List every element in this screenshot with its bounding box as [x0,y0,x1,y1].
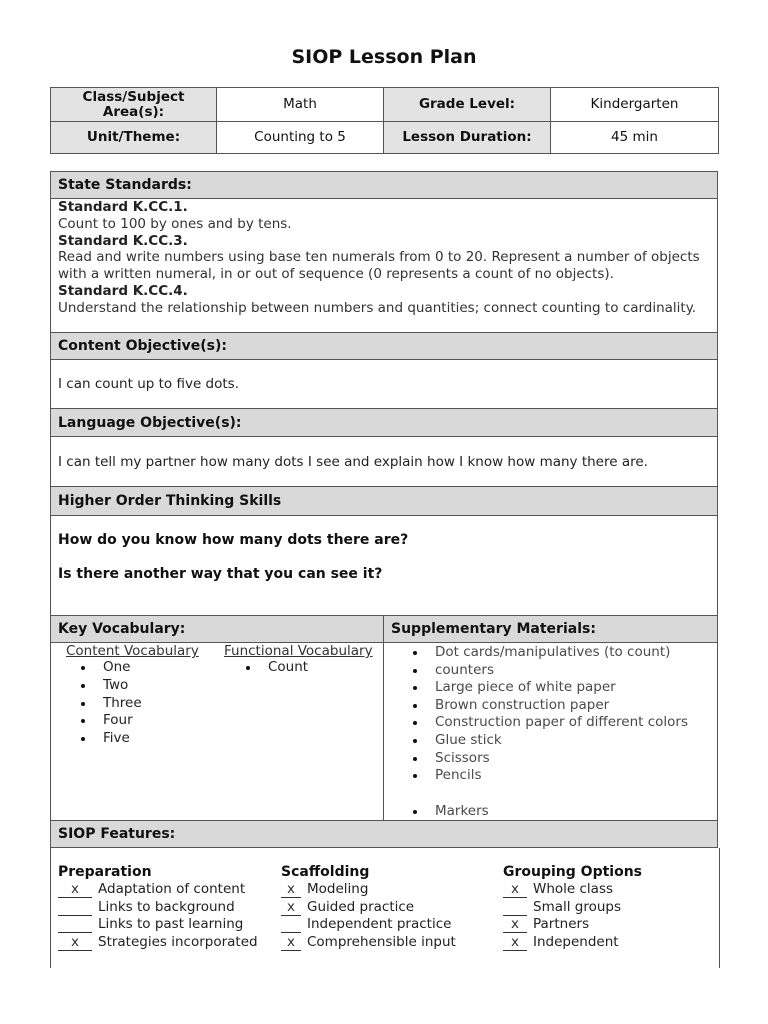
state-standards-section [51,199,717,333]
feature-label: Guided practice [307,898,415,915]
checkbox-mark [58,899,92,916]
page-title: SIOP Lesson Plan [291,46,477,68]
list-item: Five [103,730,224,748]
lesson-plan-body [50,171,718,848]
standard-code: Standard K.CC.3. [58,232,188,249]
language-objective-heading: Language Objective(s): [51,409,717,437]
content-vocabulary-column [66,643,224,820]
feature-label: Partners [533,916,590,932]
language-objective-text: I can tell my partner how many dots I see and explain how I know how many there are. [51,437,717,487]
grouping-options-column [503,864,642,951]
grade-level-label: Grade Level: [384,88,551,122]
supplementary-materials-section [384,643,717,820]
class-subject-label: Class/Subject Area(s): [51,88,217,122]
checkbox-mark: x [281,934,301,951]
standard-text: Understand the relationship between numbers and quantities; connect counting to cardinality. [58,299,697,316]
supplementary-materials-heading: Supplementary Materials: [384,616,717,643]
checkbox-mark: x [281,899,301,916]
functional-vocabulary-column [224,643,373,820]
list-item: Construction paper of different colors [435,714,717,732]
feature-label: Adaptation of content [98,881,246,897]
list-item: Count [268,659,373,677]
unit-theme-label: Unit/Theme: [51,122,217,154]
checkbox-mark [281,916,301,933]
checkbox-mark: x [58,934,92,951]
list-item: Three [103,695,224,713]
lesson-duration-label: Lesson Duration: [384,122,551,154]
feature-label: Strategies incorporated [98,933,258,950]
checkbox-mark: x [281,881,301,898]
list-item: Glue stick [435,732,717,750]
list-item: One [103,659,224,677]
hots-heading: Higher Order Thinking Skills [51,487,717,516]
preparation-column [58,864,258,951]
list-item: Two [103,677,224,695]
siop-features-heading: SIOP Features: [51,820,717,848]
list-item: Large piece of white paper [435,679,717,697]
list-item: Pencils [435,767,717,785]
grade-level-value: Kindergarten [551,88,719,122]
checkbox-mark [58,916,92,933]
list-item: Four [103,712,224,730]
scaffolding-heading: Scaffolding [281,864,370,880]
scaffolding-column [281,864,456,951]
hots-section [51,516,717,616]
unit-theme-value: Counting to 5 [217,122,384,154]
list-item: Scissors [435,750,717,768]
content-objective-text: I can count up to five dots. [51,360,717,409]
feature-label: Independent practice [307,916,452,932]
content-objective-heading: Content Objective(s): [51,333,717,360]
functional-vocabulary-heading: Functional Vocabulary [224,643,373,659]
checkbox-mark: x [503,916,527,933]
grouping-options-heading: Grouping Options [503,864,642,880]
checkbox-mark: x [58,881,92,898]
list-item: Brown construction paper [435,697,717,715]
feature-label: Links to past learning [98,916,244,932]
feature-label: Independent [533,933,619,950]
feature-label: Whole class [533,881,614,897]
hots-question: Is there another way that you can see it? [58,566,383,582]
list-item: Markers [435,803,717,821]
feature-label: Links to background [98,898,235,915]
feature-label: Comprehensible input [307,933,456,950]
feature-label: Modeling [307,881,369,897]
siop-features-section [50,848,720,968]
list-item: Dot cards/manipulatives (to count) [435,644,717,662]
standard-text: Count to 100 by ones and by tens. [58,215,292,232]
list-item: counters [435,662,717,680]
class-subject-value: Math [217,88,384,122]
content-vocabulary-heading: Content Vocabulary [66,643,199,659]
lesson-info-table [50,87,719,154]
preparation-heading: Preparation [58,864,152,880]
standard-code: Standard K.CC.1. [58,199,188,215]
checkbox-mark: x [503,881,527,898]
hots-question: How do you know how many dots there are? [58,532,409,548]
lesson-duration-value: 45 min [551,122,719,154]
standard-code: Standard K.CC.4. [58,282,188,299]
vocab-materials-row [51,616,717,820]
key-vocabulary-heading: Key Vocabulary: [51,616,383,643]
key-vocabulary-section [51,643,383,820]
state-standards-heading: State Standards: [51,172,717,199]
feature-label: Small groups [533,898,622,915]
checkbox-mark [503,899,527,916]
checkbox-mark: x [503,934,527,951]
standard-text: Read and write numbers using base ten numerals from 0 to 20. Represent a number of objects with a written numeral, in or out of sequence (0 represents a count of no objects). [58,249,700,283]
